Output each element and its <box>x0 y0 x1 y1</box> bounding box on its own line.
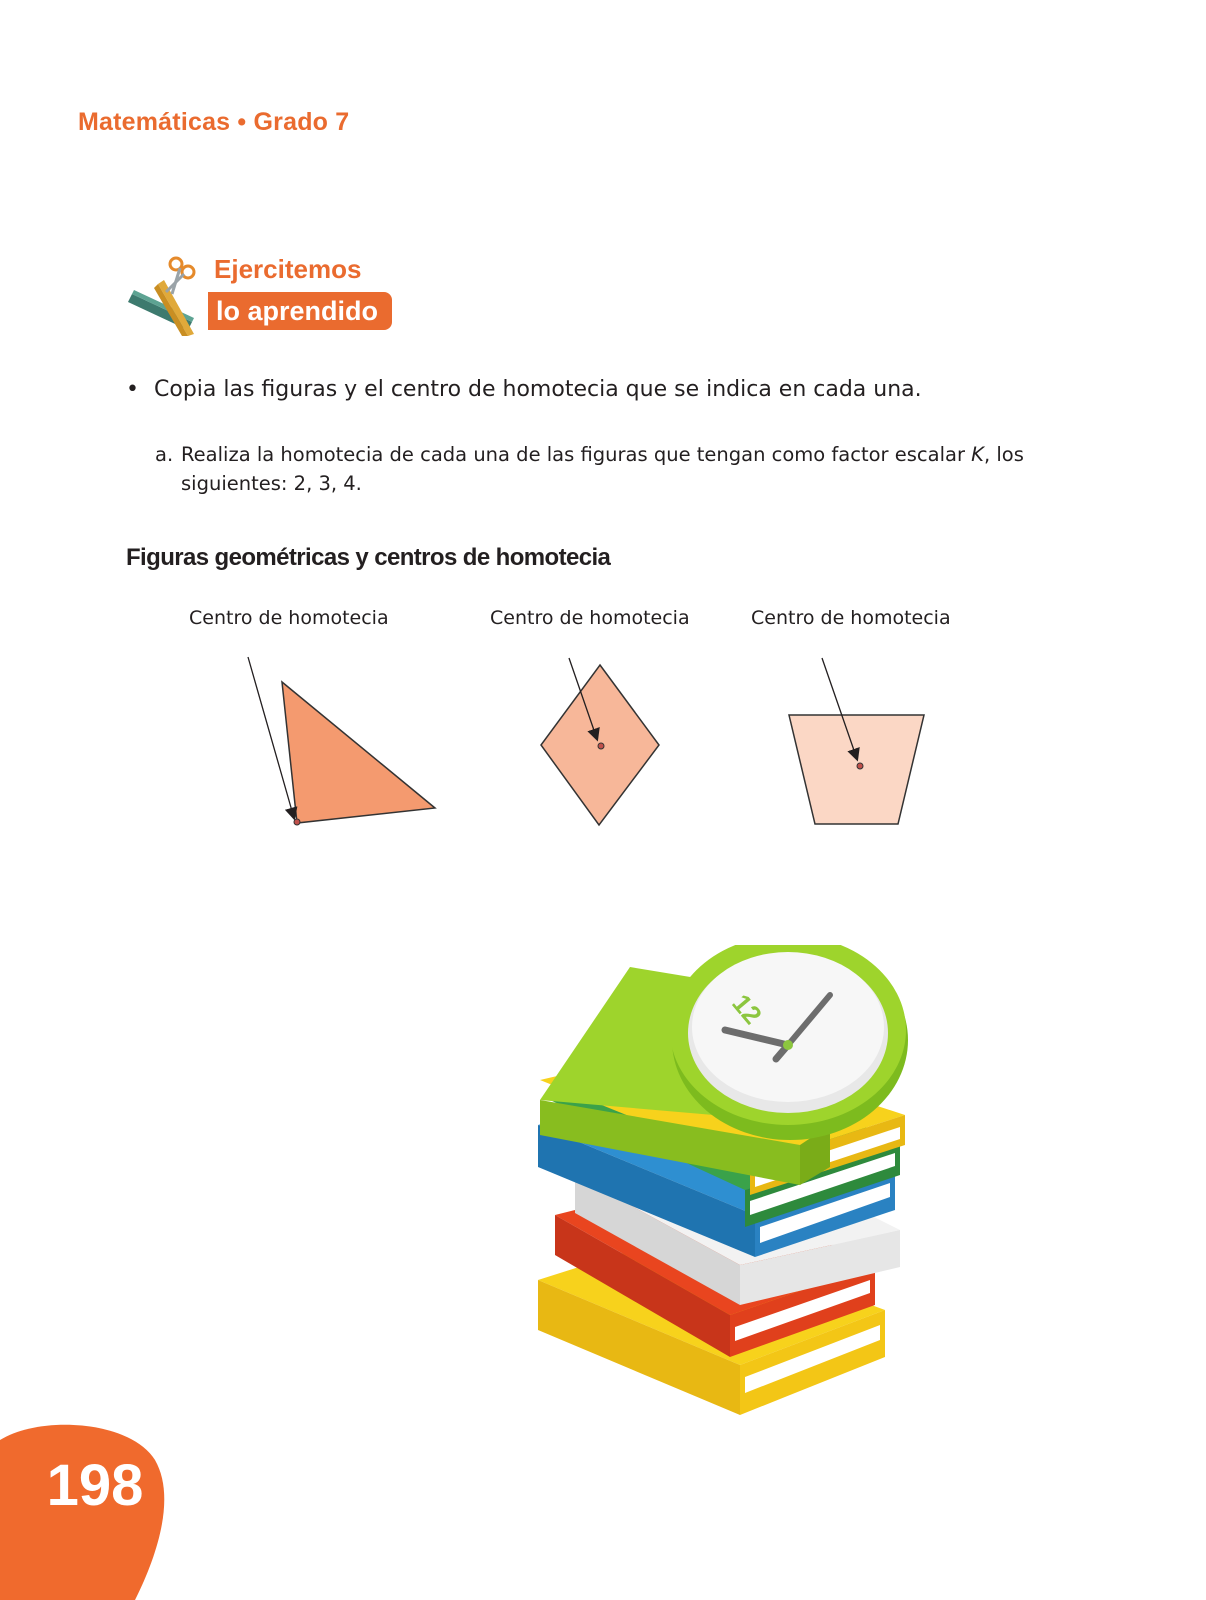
figure-label-3: Centro de homotecia <box>751 607 951 629</box>
figure-label-1: Centro de homotecia <box>189 607 389 629</box>
instruction-main-text: Copia las figuras y el centro de homotecia que se indica en cada una. <box>154 377 922 402</box>
badge-title-line1: Ejercitemos <box>214 254 362 284</box>
trapezoid-figure <box>789 658 924 824</box>
sub-item-text-line2: siguientes: 2, 3, 4. <box>181 472 362 495</box>
sub-text-part2: , los <box>983 443 1024 466</box>
bullet: • <box>126 377 139 402</box>
badge-title-line2: lo aprendido <box>216 296 378 326</box>
sub-text-part1: Realiza la homotecia de cada una de las figuras que tengan como factor escalar <box>181 443 972 466</box>
page-number: 198 <box>46 1453 144 1518</box>
sub-item-label: a. <box>155 443 174 466</box>
clock-number: 12 <box>726 988 768 1030</box>
page-header-title: Matemáticas • Grado 7 <box>78 108 350 136</box>
triangle-figure <box>248 657 435 825</box>
scalar-k: K <box>971 443 984 466</box>
books-clock-illustration <box>530 945 920 1425</box>
figure-label-2: Centro de homotecia <box>490 607 690 629</box>
rhombus-figure <box>541 658 659 825</box>
section-title: Figuras geométricas y centros de homotecia <box>126 544 611 571</box>
